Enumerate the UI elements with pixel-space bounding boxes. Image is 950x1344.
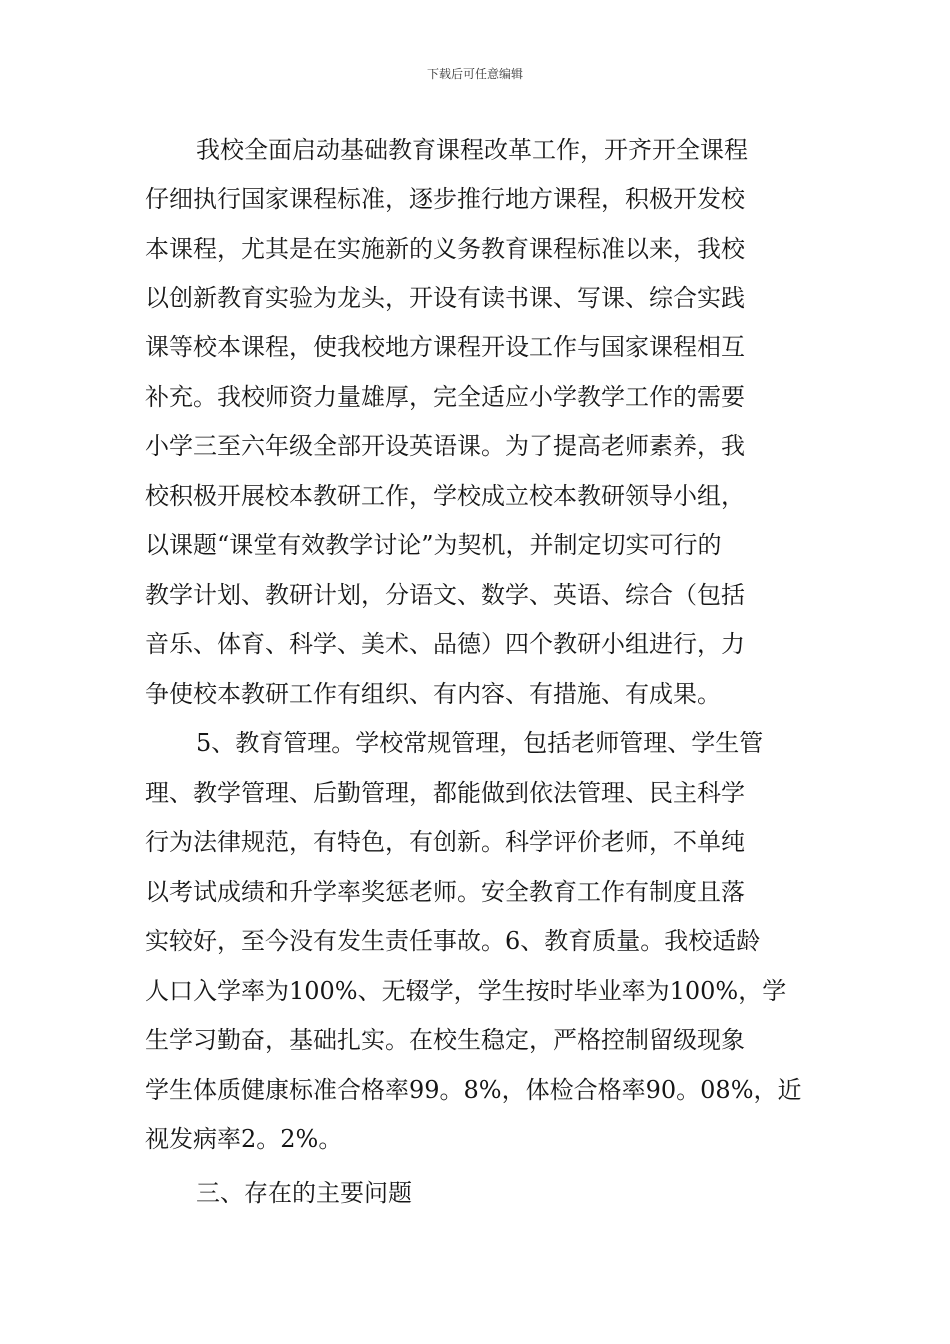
text-line: 本课程，尤其是在实施新的义务教育课程标准以来，我校 xyxy=(145,235,745,263)
text-line: 学生体质健康标准合格率99。8%，体检合格率90。08%，近 xyxy=(145,1076,802,1104)
header-note: 下载后可任意编辑 xyxy=(426,67,523,81)
text-line: 我校全面启动基础教育课程改革工作，开齐开全课程 xyxy=(196,136,748,164)
text-line: 校积极开展校本教研工作，学校成立校本教研领导小组， xyxy=(145,482,745,510)
text-line: 生学习勤奋，基础扎实。在校生稳定，严格控制留级现象 xyxy=(145,1026,745,1054)
text-line: 教学计划、教研计划，分语文、数学、英语、综合（包括 xyxy=(145,581,745,609)
text-line: 争使校本教研工作有组织、有内容、有措施、有成果。 xyxy=(145,680,721,708)
text-line: 视发病率2。2%。 xyxy=(145,1125,343,1153)
text-line: 课等校本课程，使我校地方课程开设工作与国家课程相互 xyxy=(145,333,745,361)
text-line: 人口入学率为100%、无辍学，学生按时毕业率为100%，学 xyxy=(145,977,787,1005)
text-line: 音乐、体育、科学、美术、品德）四个教研小组进行，力 xyxy=(145,630,745,658)
text-line: 行为法律规范，有特色，有创新。科学评价老师，不单纯 xyxy=(145,828,745,856)
text-line: 5、教育管理。学校常规管理，包括老师管理、学生管 xyxy=(196,729,764,757)
text-line: 小学三至六年级全部开设英语课。为了提高老师素养，我 xyxy=(145,432,745,460)
text-line: 以考试成绩和升学率奖惩老师。安全教育工作有制度且落 xyxy=(145,878,745,906)
text-line: 理、教学管理、后勤管理，都能做到依法管理、民主科学 xyxy=(145,779,745,807)
text-line: 实较好，至今没有发生责任事故。6、教育质量。我校适龄 xyxy=(145,927,761,955)
text-line: 仔细执行国家课程标准，逐步推行地方课程，积极开发校 xyxy=(145,185,745,213)
section-heading: 三、存在的主要问题 xyxy=(196,1179,412,1207)
text-line: 以课题“课堂有效教学讨论”为契机，并制定切实可行的 xyxy=(145,531,722,559)
text-line: 以创新教育实验为龙头，开设有读书课、写课、综合实践 xyxy=(145,284,745,312)
text-line: 补充。我校师资力量雄厚，完全适应小学教学工作的需要 xyxy=(145,383,745,411)
